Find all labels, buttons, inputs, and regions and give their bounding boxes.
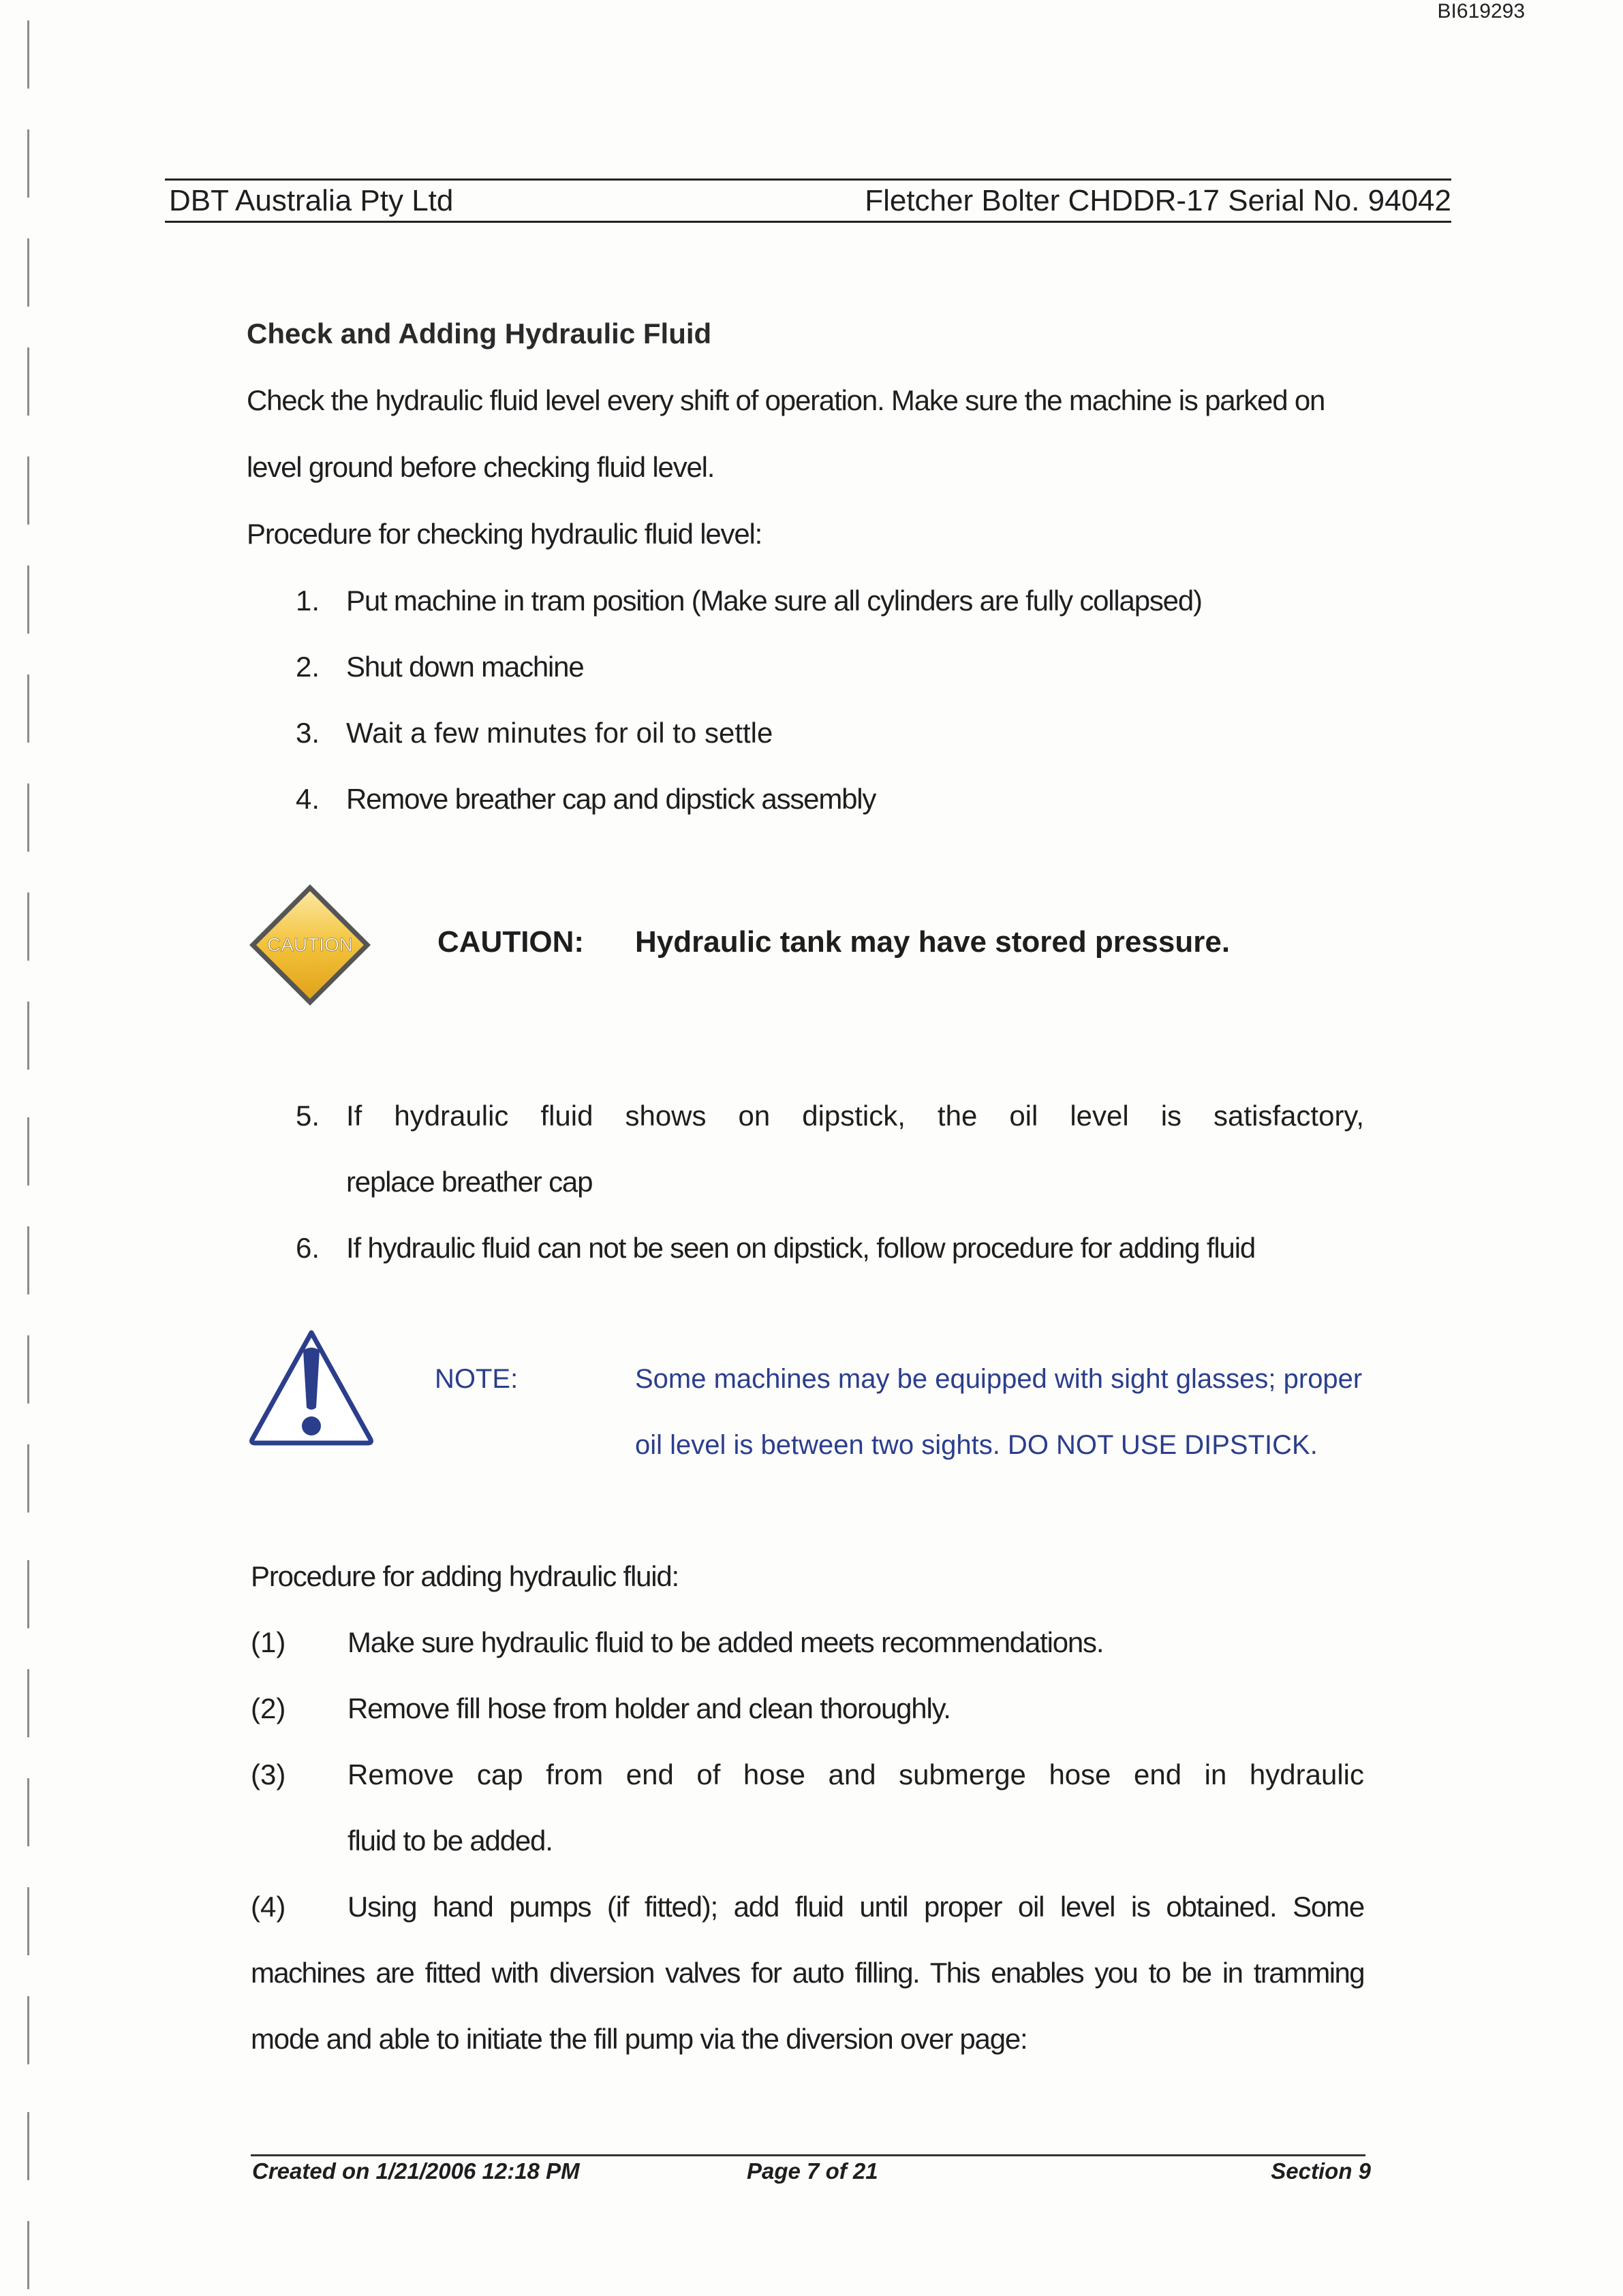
list-item: Using hand pumps (if fitted); add fluid until proper oil level is obtained. Some <box>347 1891 1364 1923</box>
list-item: Shut down machine <box>346 651 584 683</box>
step-number: (3) <box>251 1758 286 1790</box>
footer-created: Created on 1/21/2006 12:18 PM <box>252 2158 580 2184</box>
header-rule-top <box>165 179 1451 181</box>
list-item: If hydraulic fluid shows on dipstick, the oil level is satisfactory, <box>346 1100 1364 1132</box>
binder-marks <box>12 0 40 2296</box>
caution-sign-icon <box>245 880 375 1010</box>
step-number: 1. <box>296 585 320 617</box>
header-machine: Fletcher Bolter CHDDR-17 Serial No. 94042 <box>865 184 1451 217</box>
svg-text:CAUTION: CAUTION <box>267 934 353 955</box>
header-company: DBT Australia Pty Ltd <box>169 184 454 217</box>
note-text-line-2: oil level is between two sights. DO NOT USE DIPSTICK. <box>635 1430 1318 1460</box>
list-item: Remove fill hose from holder and clean thoroughly. <box>347 1692 950 1724</box>
note-text-line-1: Some machines may be equipped with sight glasses; proper <box>635 1364 1363 1394</box>
step-number: 2. <box>296 651 320 683</box>
check-procedure-heading: Procedure for checking hydraulic fluid level: <box>247 518 762 550</box>
list-item: Remove breather cap and dipstick assembly <box>346 783 876 815</box>
intro-line-1: Check the hydraulic fluid level every shift of operation. Make sure the machine is parked on <box>247 384 1325 416</box>
header-rule-bottom <box>165 221 1451 223</box>
list-item: Make sure hydraulic fluid to be added meets recommendations. <box>347 1626 1104 1658</box>
list-item-continuation: mode and able to initiate the fill pump via the diversion over page: <box>251 2023 1027 2055</box>
list-item: Put machine in tram position (Make sure all cylinders are fully collapsed) <box>346 585 1202 617</box>
list-item-continuation: machines are fitted with diversion valves for auto filling. This enables you to be in tramming <box>251 1957 1364 1989</box>
note-label: NOTE: <box>435 1364 519 1394</box>
warning-triangle-icon <box>247 1327 376 1446</box>
caution-label: CAUTION: <box>437 925 585 959</box>
footer-section: Section 9 <box>1271 2158 1371 2184</box>
step-number: 5. <box>296 1100 320 1132</box>
list-item: Wait a few minutes for oil to settle <box>346 717 773 749</box>
list-item: Remove cap from end of hose and submerge hose end in hydraulic <box>347 1758 1364 1790</box>
caution-text: Hydraulic tank may have stored pressure. <box>635 925 1231 959</box>
document-id: BI619293 <box>1437 0 1525 22</box>
list-item-continuation: fluid to be added. <box>347 1825 553 1857</box>
section-title: Check and Adding Hydraulic Fluid <box>247 317 712 350</box>
intro-line-2: level ground before checking fluid level. <box>247 451 715 483</box>
add-procedure-heading: Procedure for adding hydraulic fluid: <box>251 1560 679 1592</box>
list-item: If hydraulic fluid can not be seen on dipstick, follow procedure for adding fluid <box>346 1232 1255 1264</box>
step-number: (1) <box>251 1626 286 1658</box>
step-number: (4) <box>251 1891 286 1923</box>
step-number: 3. <box>296 717 320 749</box>
list-item-continuation: replace breather cap <box>346 1166 593 1198</box>
footer-page-number: Page 7 of 21 <box>747 2158 878 2184</box>
footer-rule <box>251 2154 1365 2156</box>
step-number: 6. <box>296 1232 320 1264</box>
step-number: (2) <box>251 1692 286 1724</box>
step-number: 4. <box>296 783 320 815</box>
